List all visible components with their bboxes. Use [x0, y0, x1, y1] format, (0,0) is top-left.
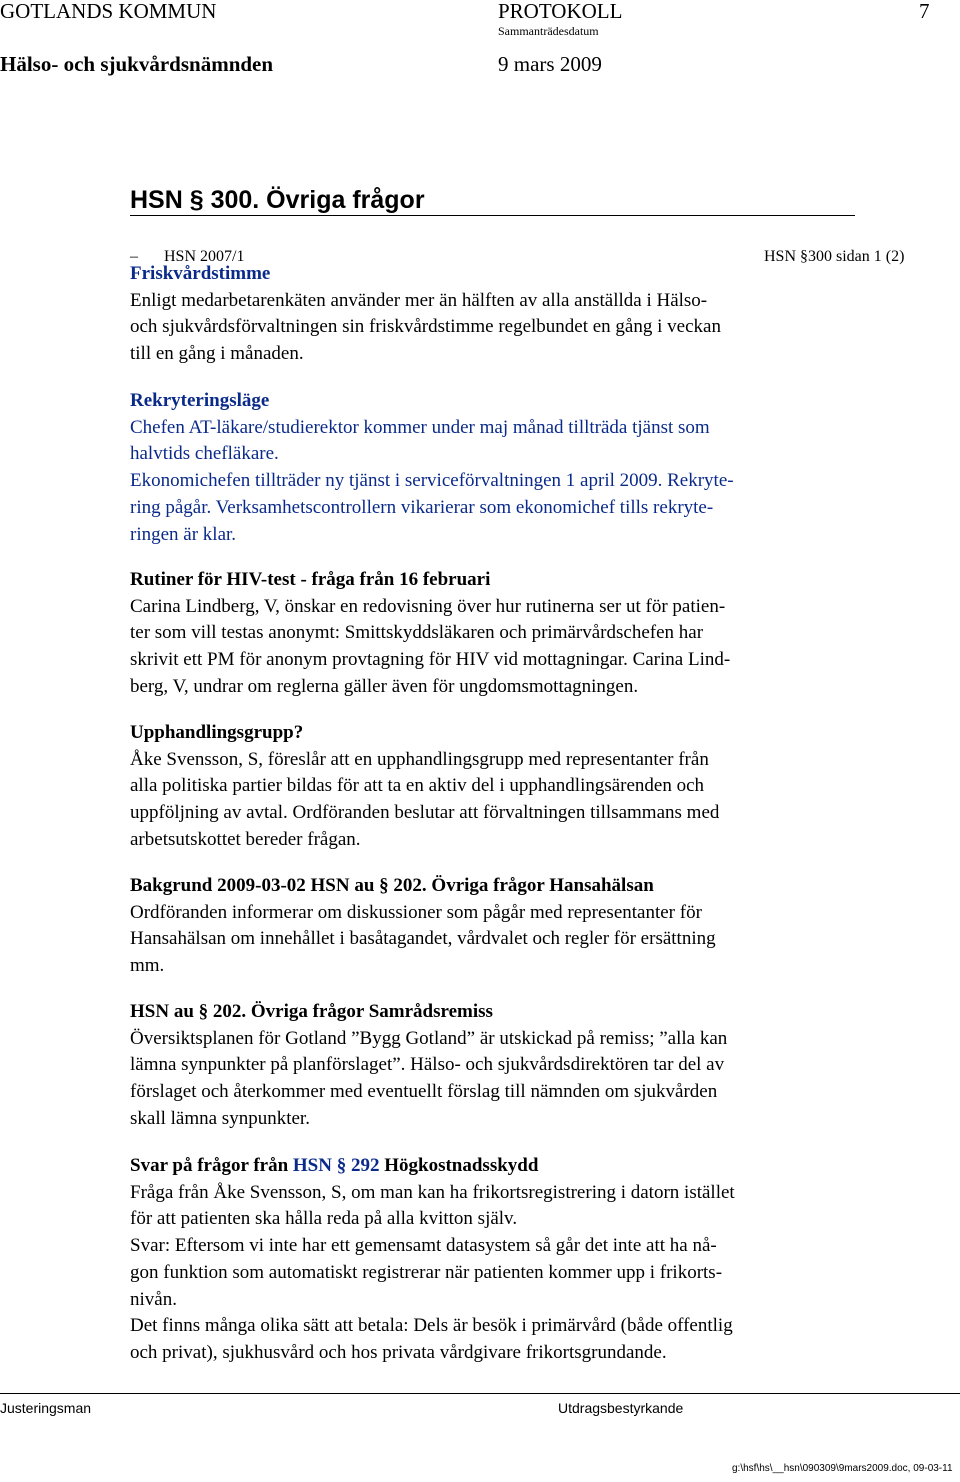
text-line: ringen är klar.: [130, 523, 237, 545]
footer-justeringsman: Justeringsman: [0, 1400, 92, 1416]
text-line: skall lämna synpunkter.: [130, 1107, 310, 1129]
text-line: Fråga från Åke Svensson, S, om man kan ha frikortsregistrering i datorn istället: [130, 1181, 735, 1203]
heading-hiv: Rutiner för HIV-test - fråga från 16 februari: [130, 569, 491, 590]
ref-dash: –: [130, 248, 138, 265]
heading-hogkostnad-link[interactable]: HSN § 292: [292, 1155, 380, 1176]
ref-right: HSN §300 sidan 1 (2): [764, 248, 905, 265]
heading-rekrytering: Rekryteringsläge: [130, 390, 270, 411]
text-line: mm.: [130, 955, 165, 977]
text-line: ring pågår. Verksamhetscontrollern vikarierar som ekonomichef tills rekryte-: [130, 496, 714, 518]
heading-upphandling: Upphandlingsgrupp?: [130, 722, 304, 743]
block-hansa: [130, 873, 870, 980]
text-line: skrivit ett PM för anonym provtagning för HIV vid mottagningar. Carina Lind-: [130, 649, 731, 671]
footer-rule: [0, 1393, 960, 1394]
text-line: Svar: Eftersom vi inte har ett gemensamt datasystem så går det inte att ha nå-: [130, 1235, 717, 1257]
footer-file-path: g:\hsf\hs\__hsn\090309\9mars2009.doc, 09-03-11: [732, 1463, 953, 1474]
block-hogkostnad: [130, 1153, 870, 1367]
text-line: till en gång i månaden.: [130, 343, 304, 365]
ref-left: HSN 2007/1: [164, 248, 245, 265]
block-samrad: [130, 999, 870, 1133]
text-line: och privat), sjukhusvård och hos privata vårdgivare frikortsgrundande.: [130, 1341, 667, 1363]
text-line: lämna synpunkter på planförslaget”. Hälso- och sjukvårdsdirektören tar del av: [130, 1054, 725, 1076]
heading-hansa: Bakgrund 2009-03-02 HSN au § 202. Övriga frågor Hansahälsan: [130, 875, 654, 896]
footer-utdragsbestyrkande: Utdragsbestyrkande: [558, 1400, 684, 1416]
header-doc-type: PROTOKOLL: [498, 0, 623, 23]
text-line: förslaget och återkommer med eventuellt förslag till nämnden om sjukvården: [130, 1081, 718, 1103]
text-line: för att patienten ska hålla reda på alla kvitton själv.: [130, 1208, 518, 1230]
text-line: Carina Lindberg, V, önskar en redovisning över hur rutinerna ser ut för patien-: [130, 595, 726, 617]
text-line: Hansahälsan om innehållet i basåtagandet, vårdvalet och regler för ersättning: [130, 928, 716, 950]
text-line: arbetsutskottet bereder frågan.: [130, 828, 361, 850]
text-line: Översiktsplanen för Gotland ”Bygg Gotland” är utskickad på remiss; ”alla kan: [130, 1027, 728, 1049]
heading-hogkostnad: [130, 1153, 870, 1180]
block-friskvard: [130, 261, 870, 368]
heading-hogkostnad-pre: Svar på frågor från: [130, 1155, 293, 1176]
block-hiv: [130, 567, 870, 701]
heading-friskvard: Friskvårdstimme: [130, 263, 271, 284]
text-line: halvtids chefläkare.: [130, 443, 279, 465]
text-line: nivån.: [130, 1288, 177, 1310]
text-line: gon funktion som automatiskt registrerar när patienten kommer upp i frikorts-: [130, 1261, 723, 1283]
block-upphandling: [130, 720, 870, 854]
title-underline: [130, 215, 855, 216]
text-line: Det finns många olika sätt att betala: Dels är besök i primärvård (både offentlig: [130, 1315, 733, 1337]
header-board: Hälso- och sjukvårdsnämnden: [0, 52, 274, 76]
text-line: Enligt medarbetarenkäten använder mer än hälften av alla anställda i Hälso-: [130, 289, 708, 311]
heading-samrad: HSN au § 202. Övriga frågor Samrådsremiss: [130, 1001, 493, 1022]
text-line: Chefen AT-läkare/studierektor kommer under maj månad tillträda tjänst som: [130, 416, 710, 438]
header-date: 9 mars 2009: [498, 52, 602, 76]
block-rekrytering: [130, 388, 870, 548]
header-org: GOTLANDS KOMMUN: [0, 0, 217, 23]
text-line: ter som vill testas anonymt: Smittskyddsläkaren och primärvårdschefen har: [130, 622, 704, 644]
text-line: Ekonomichefen tillträder ny tjänst i serviceförvaltningen 1 april 2009. Rekryte-: [130, 470, 734, 492]
header-page-number: 7: [919, 0, 930, 23]
text-line: uppföljning av avtal. Ordföranden beslutar att förvaltningen tillsammans med: [130, 802, 720, 824]
heading-hogkostnad-post: Högkostnadsskydd: [379, 1155, 539, 1176]
section-title: HSN § 300. Övriga frågor: [130, 186, 425, 214]
text-line: Ordföranden informerar om diskussioner som pågår med representanter för: [130, 901, 702, 923]
text-line: Åke Svensson, S, föreslår att en upphandlingsgrupp med representanter från: [130, 748, 709, 770]
text-line: alla politiska partier bildas för att ta en aktiv del i upphandlingsärenden och: [130, 775, 705, 797]
text-line: och sjukvårdsförvaltningen sin friskvårdstimme regelbundet en gång i veckan: [130, 316, 721, 338]
text-line: berg, V, undrar om reglerna gäller även för ungdomsmottagningen.: [130, 675, 639, 697]
header-date-label: Sammanträdesdatum: [498, 24, 599, 38]
